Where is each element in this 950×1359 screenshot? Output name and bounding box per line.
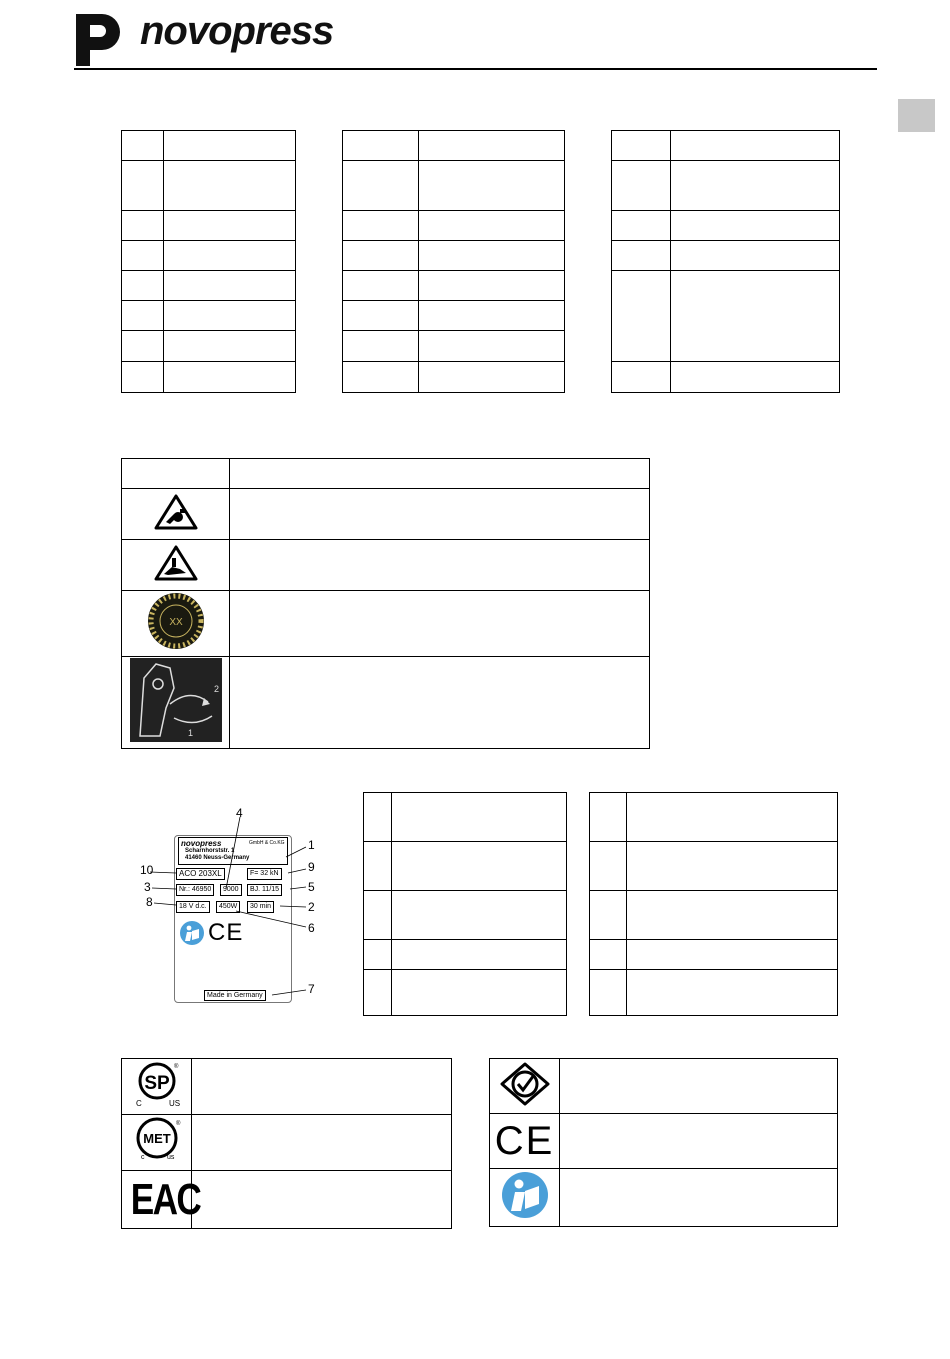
table-3 — [611, 130, 840, 393]
callout-6: 6 — [308, 921, 315, 935]
table-row — [122, 459, 650, 489]
callout-4: 4 — [236, 806, 243, 820]
met-cus-icon — [130, 1115, 184, 1165]
rating-plate-legend-right — [589, 792, 838, 1016]
plate-made-in: Made in Germany — [204, 990, 266, 1001]
csa-us-icon — [130, 1059, 184, 1109]
plate-voltage: 18 V d.c. — [176, 901, 210, 913]
table-row — [122, 1115, 452, 1171]
rating-plate-legend-left — [363, 792, 567, 1016]
callout-2: 2 — [308, 900, 315, 914]
plate-duty: 30 min — [247, 901, 274, 913]
table-2 — [342, 130, 565, 393]
rating-plate-illustration — [140, 805, 330, 1005]
tool-release-diagram-icon — [130, 658, 222, 742]
plate-city: 41460 Neuss-Germany — [185, 855, 250, 861]
svg-text:XX: XX — [168, 617, 183, 628]
novopress-logo — [76, 10, 386, 68]
plate-serial: Nr.: 46950 — [176, 884, 214, 896]
plate-brand: novopress — [181, 839, 222, 848]
svg-text:®: ® — [173, 1064, 178, 1070]
plate-force: F= 32 kN — [247, 868, 282, 880]
hand-pinch-warning-icon — [154, 545, 198, 581]
callout-10: 10 — [140, 863, 154, 877]
table-row — [490, 1059, 838, 1114]
plate-street: Scharnhorststr. 1 — [185, 848, 235, 854]
table-row — [122, 1059, 452, 1115]
met-us: us — [166, 1154, 174, 1161]
ce-mark-icon: CE — [494, 1119, 555, 1163]
svg-text:®: ® — [175, 1121, 180, 1127]
callout-1: 1 — [308, 838, 315, 852]
met-c: c — [140, 1154, 144, 1161]
plate-power: 450W — [216, 901, 240, 913]
read-manual-icon — [501, 1171, 549, 1219]
header-rule — [74, 68, 877, 70]
table-row — [122, 657, 650, 749]
table-row — [122, 591, 650, 657]
rcm-mark-icon — [498, 1061, 552, 1107]
met-text: MET — [142, 1131, 171, 1146]
eac-mark-icon: EAC — [130, 1174, 201, 1224]
plate-build-year: BJ. 11/15 — [247, 884, 282, 896]
callout-5: 5 — [308, 880, 315, 894]
csa-text: SP — [143, 1073, 170, 1094]
csa-us: US — [168, 1099, 180, 1108]
table-row — [490, 1169, 838, 1227]
inspection-sticker-icon — [146, 591, 206, 651]
certifications-right — [489, 1058, 838, 1227]
table-row — [490, 1114, 838, 1169]
table-1 — [121, 130, 296, 393]
hand-crush-warning-icon — [154, 494, 198, 530]
warning-symbols-table — [121, 458, 650, 749]
callout-leader-lines — [140, 805, 330, 1005]
csa-c: C — [135, 1099, 142, 1108]
plate-ce-mark: CE — [208, 919, 244, 946]
callout-8: 8 — [146, 895, 153, 909]
logo-p-mark — [76, 14, 120, 66]
side-tab-marker — [898, 99, 935, 132]
plate-serial-suffix: 9000 — [220, 884, 242, 896]
table-row — [122, 489, 650, 540]
logo-wordmark: novopress — [140, 10, 334, 53]
callout-9: 9 — [308, 860, 315, 874]
table-row — [122, 1171, 452, 1229]
plate-company-suffix: GmbH & Co.KG — [249, 840, 285, 846]
diagram-label-1: 1 — [187, 728, 193, 738]
diagram-label-2: 2 — [213, 684, 219, 694]
table-row — [122, 540, 650, 591]
callout-3: 3 — [144, 880, 151, 894]
callout-7: 7 — [308, 982, 315, 996]
plate-model: ACO 203XL — [176, 868, 225, 880]
certifications-left — [121, 1058, 452, 1229]
